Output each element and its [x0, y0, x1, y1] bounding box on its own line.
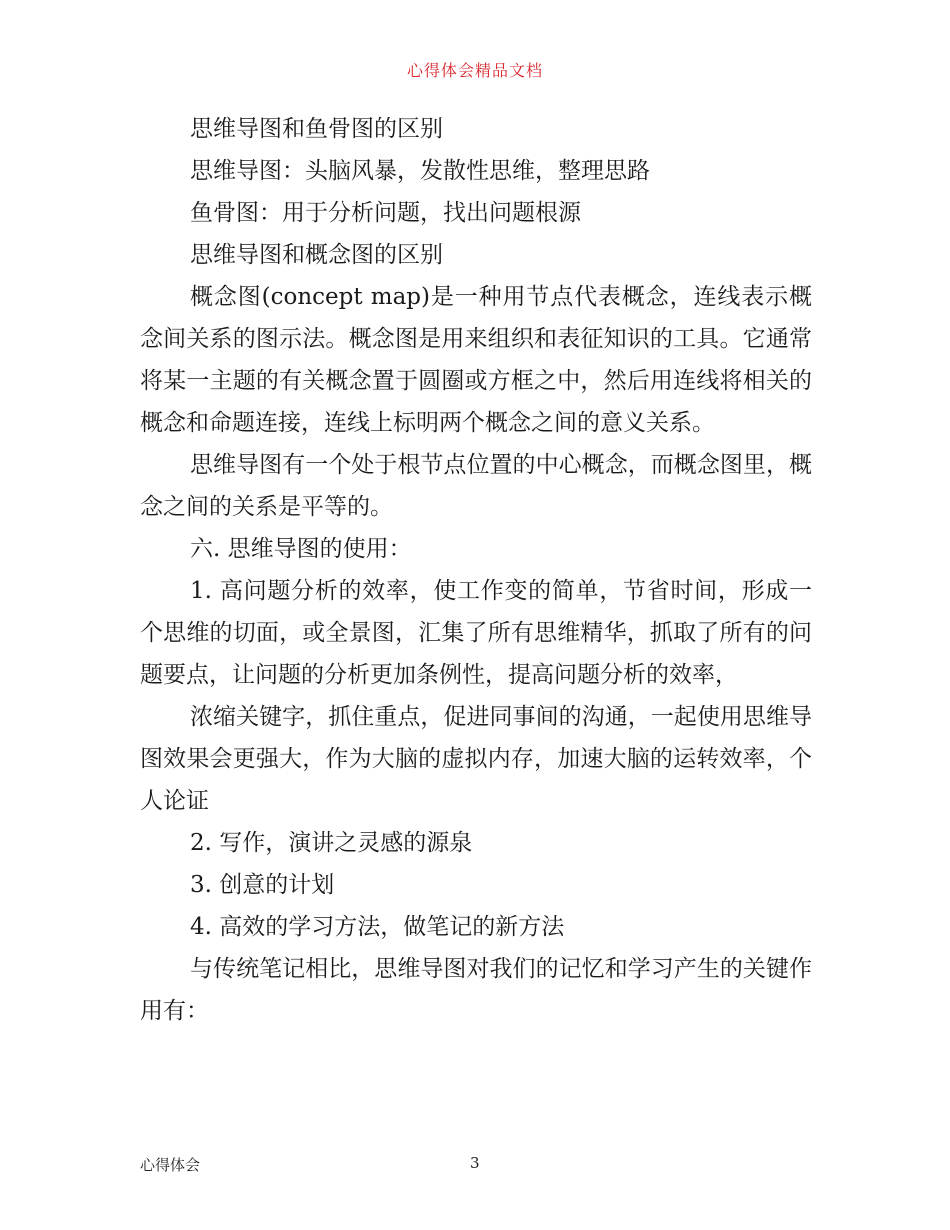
paragraph-12: 4. 高效的学习方法，做笔记的新方法 [190, 914, 565, 940]
paragraph-8: 1. 高问题分析的效率，使工作变的简单，节省时间，形成一个思维的切面，或全景图，汇集了所有思维精华，抓取了所有的问题要点，让问题的分析更加条例性，提高问题分析的效率， [140, 578, 812, 688]
page-number: 3 [470, 1154, 480, 1172]
paragraph-7: 六. 思维导图的使用： [190, 536, 412, 562]
paragraph-5: 概念图(concept map)是一种用节点代表概念，连线表示概念间关系的图示法。概念图是用来组织和表征知识的工具。它通常将某一主题的有关概念置于圆圈或方框之中，然后用连线将相关的概念和命题连接，连线上标明两个概念之间的意义关系。 [140, 284, 812, 436]
paragraph-10: 2. 写作，演讲之灵感的源泉 [190, 830, 473, 856]
paragraph-4: 思维导图和概念图的区别 [190, 242, 443, 268]
footer-label: 心得体会 [140, 1156, 201, 1174]
paragraph-3: 鱼骨图：用于分析问题，找出问题根源 [190, 200, 581, 226]
document-header: 心得体会精品文档 [406, 61, 543, 80]
paragraph-2: 思维导图：头脑风暴，发散性思维，整理思路 [190, 158, 650, 184]
paragraph-9: 浓缩关键字，抓住重点，促进同事间的沟通，一起使用思维导图效果会更强大，作为大脑的虚拟内存，加速大脑的运转效率，个人论证 [140, 704, 812, 814]
document-body [140, 108, 812, 1032]
paragraph-11: 3. 创意的计划 [190, 872, 335, 898]
paragraph-13: 与传统笔记相比，思维导图对我们的记忆和学习产生的关键作用有： [140, 956, 812, 1024]
paragraph-1: 思维导图和鱼骨图的区别 [190, 116, 443, 142]
paragraph-6: 思维导图有一个处于根节点位置的中心概念，而概念图里，概念之间的关系是平等的。 [140, 452, 812, 520]
